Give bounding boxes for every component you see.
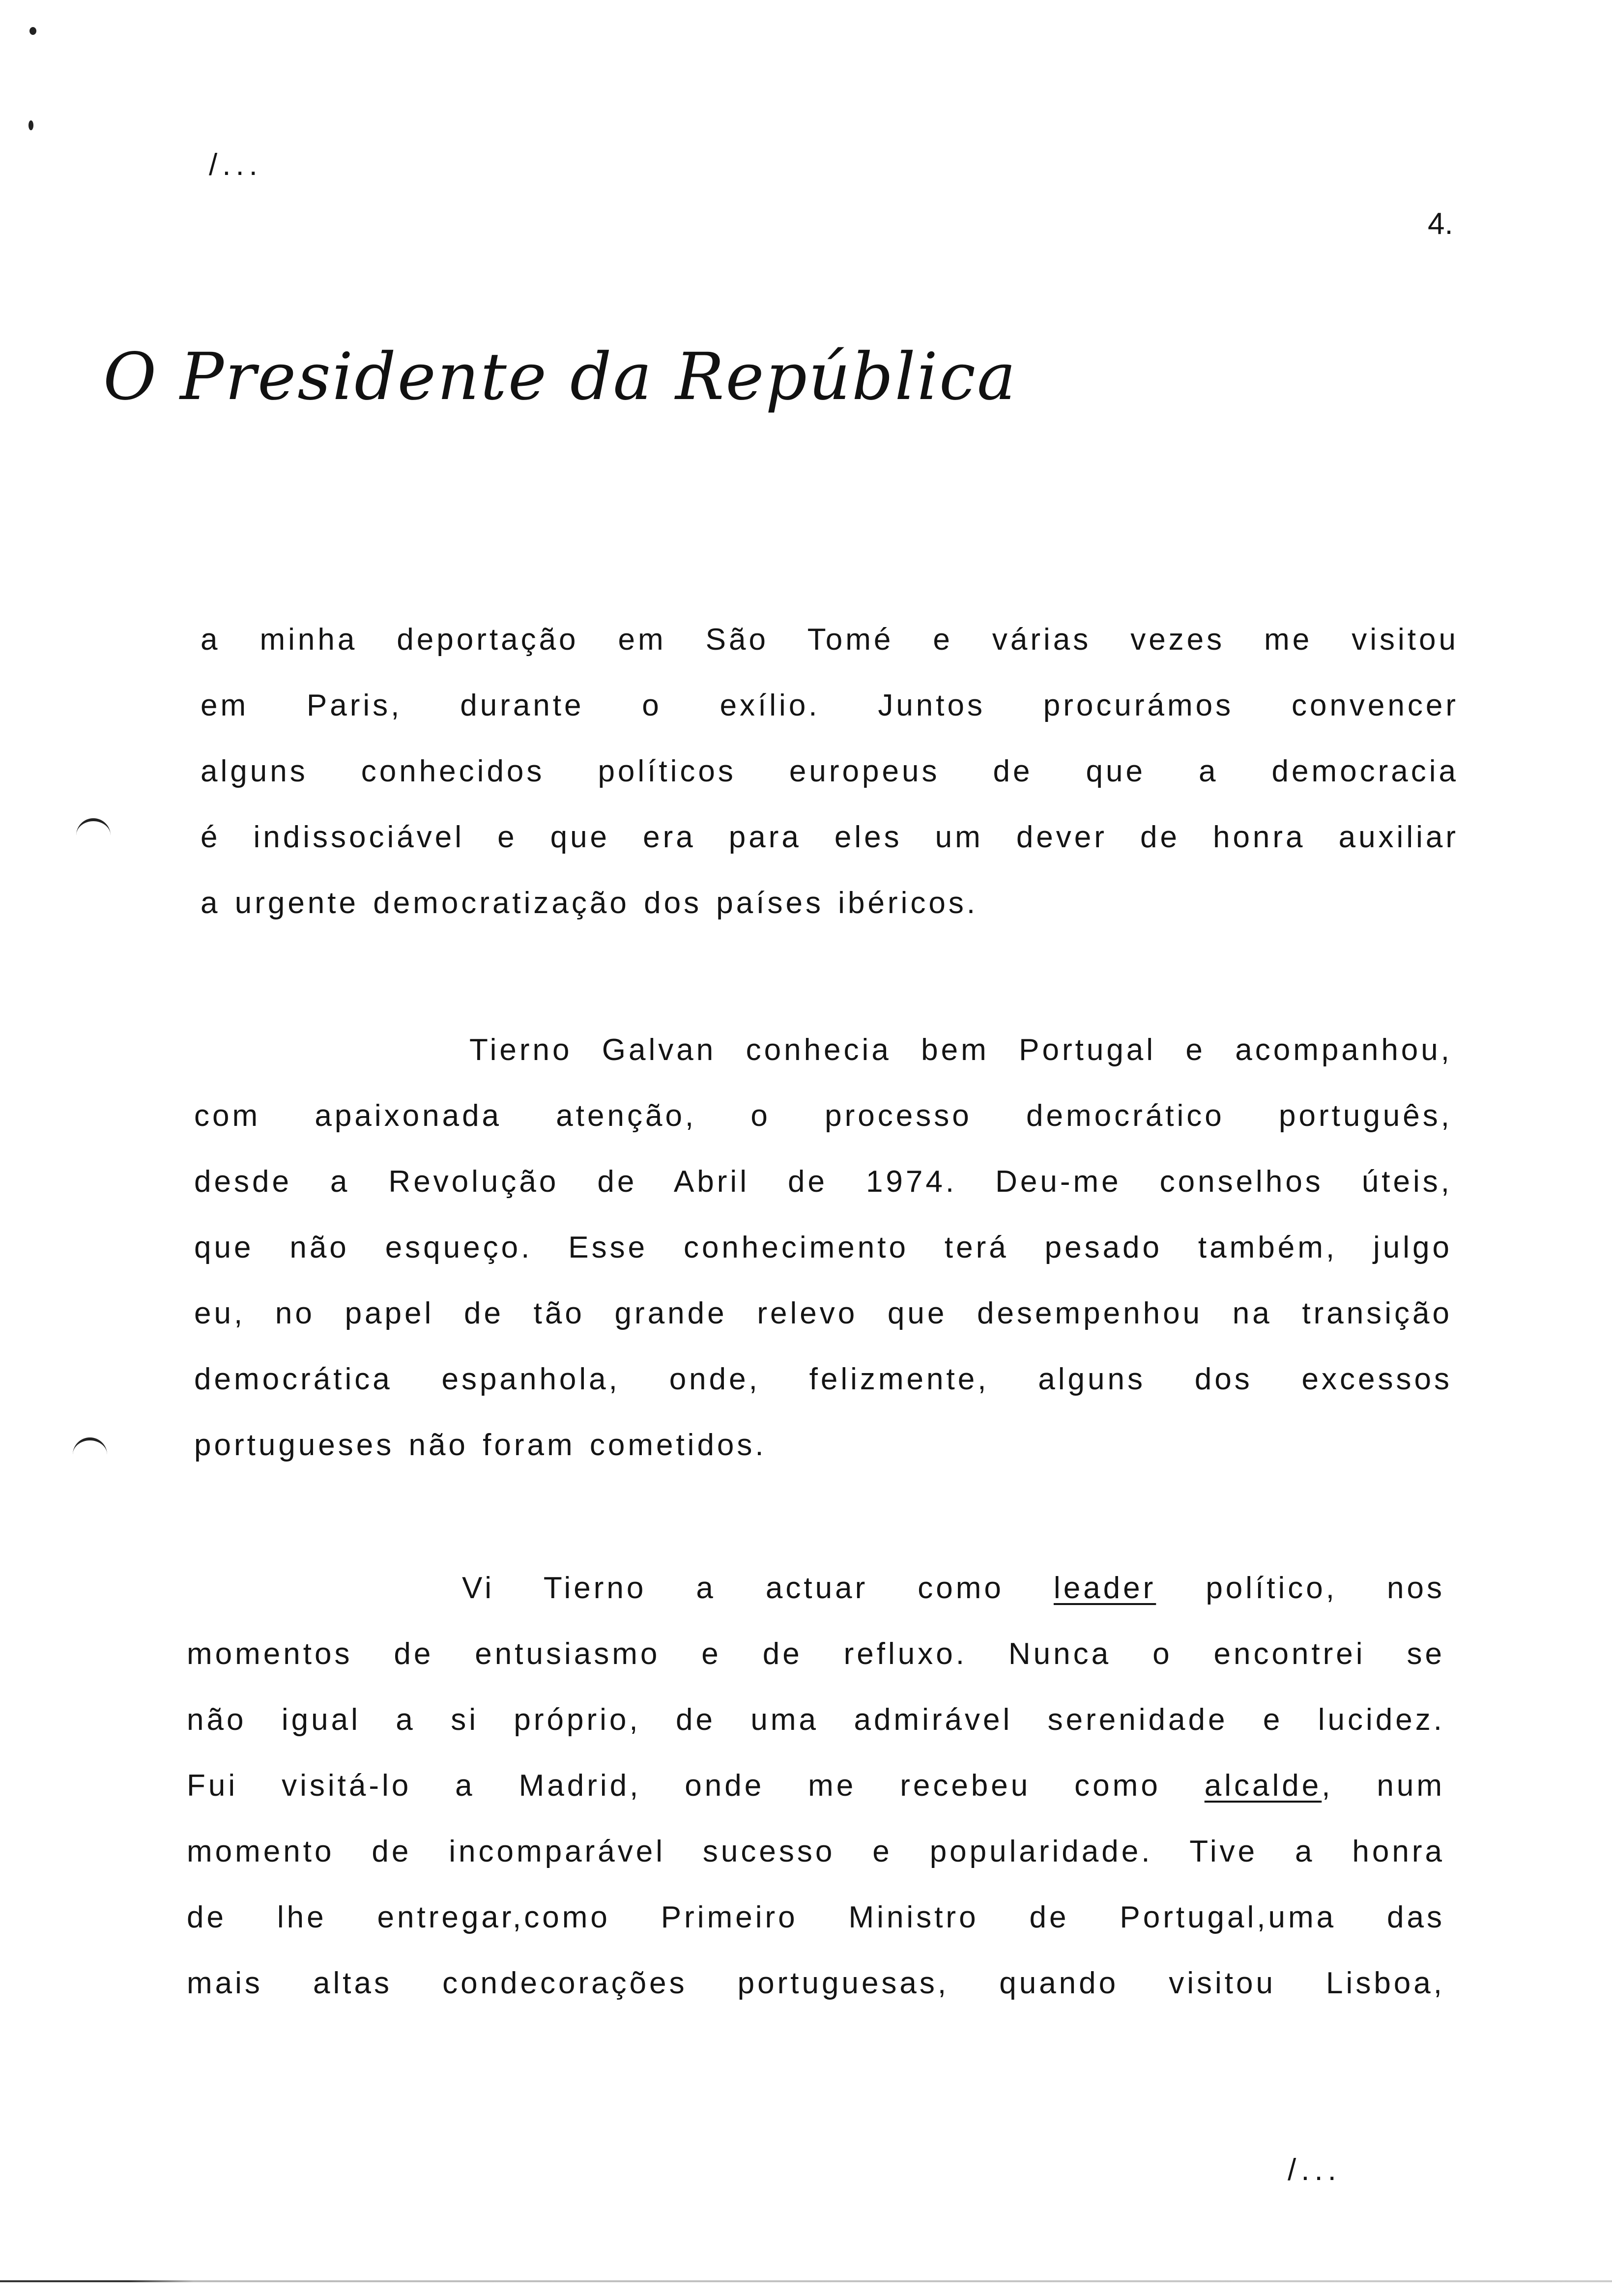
text-line: a urgente democratização dos países ibéricos. (201, 886, 979, 920)
text-segment: Vi Tierno a actuar como (462, 1571, 1054, 1605)
text-line: não igual a si próprio, de uma admirável serenidade e lucidez. (187, 1703, 1445, 1737)
underlined-word: leader (1053, 1571, 1156, 1605)
text-segment: Fui visitá-lo a Madrid, onde me recebeu como (187, 1769, 1205, 1803)
text-line: é indissociável e que era para eles um dever de honra auxiliar (201, 820, 1459, 854)
text-segment: político, nos (1156, 1571, 1445, 1605)
paragraph-2 (194, 1017, 1452, 1478)
letterhead-title: O Presidente da República (103, 339, 1017, 415)
text-line: de lhe entregar,como Primeiro Ministro de Portugal,uma das (187, 1900, 1445, 1934)
text-line: com apaixonada atenção, o processo democrático português, (194, 1099, 1452, 1133)
text-line: a minha deportação em São Tomé e várias vezes me visitou (201, 623, 1459, 657)
margin-annotation-mark (73, 1437, 107, 1460)
text-line: mais altas condecorações portuguesas, quando visitou Lisboa, (187, 1966, 1445, 2000)
text-line: momento de incomparável sucesso e popularidade. Tive a honra (187, 1835, 1445, 1868)
paragraph-3 (187, 1555, 1445, 2016)
text-line (187, 1555, 1445, 1621)
text-line: momentos de entusiasmo e de refluxo. Nunca o encontrei se (187, 1637, 1445, 1671)
page-number: 4. (1428, 207, 1453, 241)
continuation-marker-bottom: /... (1288, 2153, 1341, 2187)
margin-annotation-mark (76, 818, 111, 841)
underlined-word: alcalde (1204, 1769, 1322, 1803)
text-line: desde a Revolução de Abril de 1974. Deu-me conselhos úteis, (194, 1165, 1452, 1199)
text-line: Tierno Galvan conhecia bem Portugal e acompanhou, (469, 1033, 1452, 1067)
text-line: que não esqueço. Esse conhecimento terá pesado também, julgo (194, 1231, 1452, 1264)
scan-speck (29, 120, 33, 130)
text-line: eu, no papel de tão grande relevo que desempenhou na transição (194, 1296, 1452, 1330)
text-line: portugueses não foram cometidos. (194, 1428, 767, 1462)
text-line (187, 1753, 1445, 1819)
scan-speck (29, 27, 36, 35)
page-edge-line (0, 2280, 1612, 2282)
continuation-marker-top: /... (209, 148, 262, 182)
text-line: em Paris, durante o exílio. Juntos procurámos convencer (201, 689, 1459, 722)
text-line: democrática espanhola, onde, felizmente, alguns dos excessos (194, 1362, 1452, 1396)
paragraph-1 (201, 607, 1459, 936)
text-segment: , num (1322, 1769, 1445, 1803)
text-line: alguns conhecidos políticos europeus de que a democracia (201, 754, 1459, 788)
